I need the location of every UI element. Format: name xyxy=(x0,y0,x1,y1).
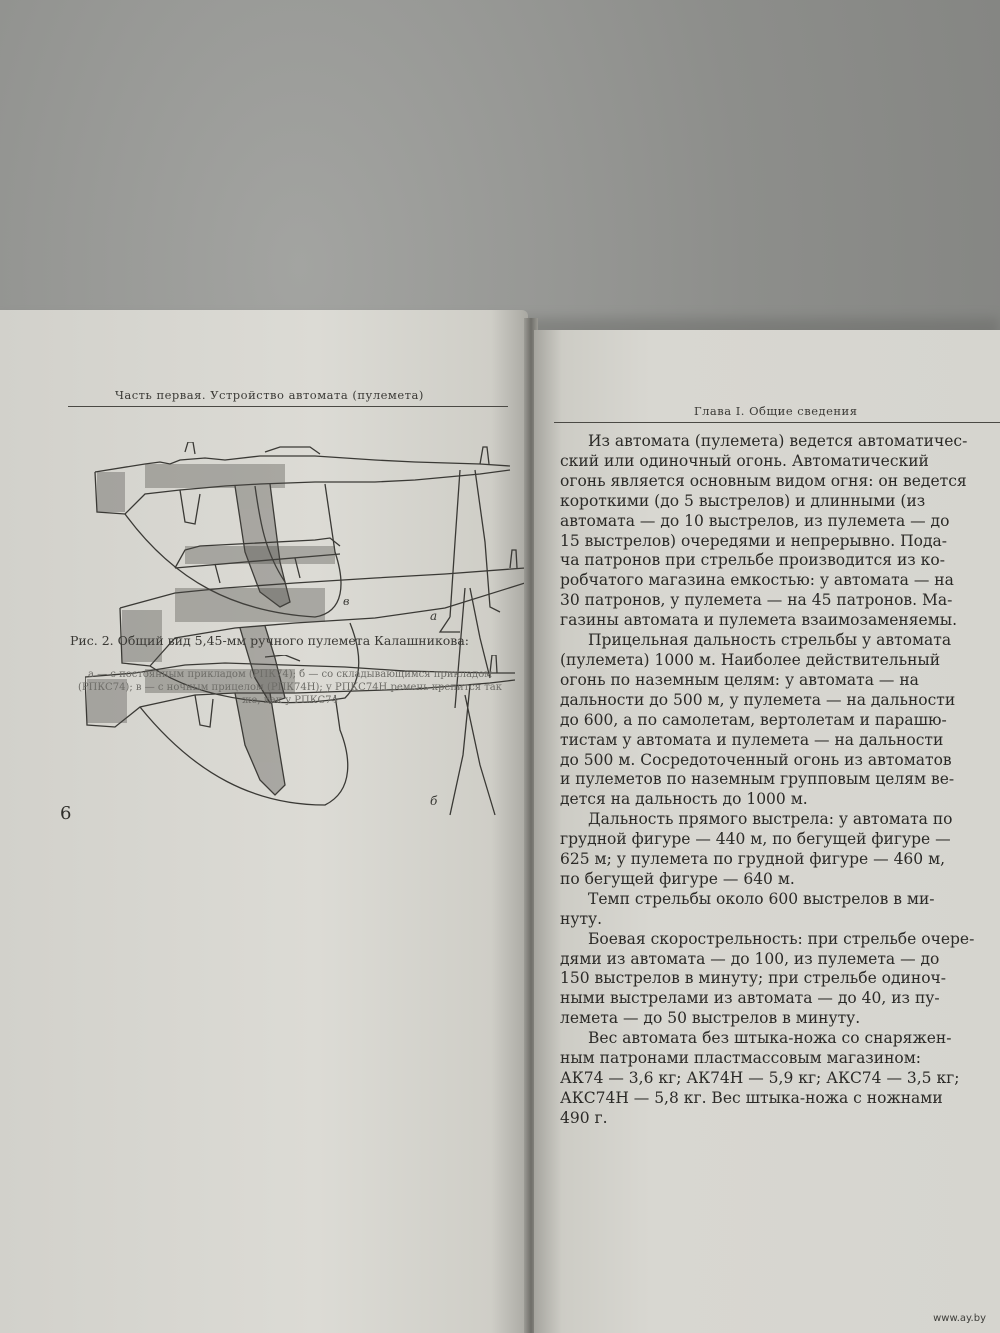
text-line: по бегущей фигуре — 640 м. xyxy=(560,869,795,888)
text-line: Боевая скорострельность: при стрельбе очере- xyxy=(588,929,975,948)
text-line: Прицельная дальность стрельбы у автомата xyxy=(588,631,952,650)
figure-legend: а — с постоянным прикладом (РПК74); б — со складывающимся прикладом (РПКС74); в — с ночным прицелом (РПК74Н); у РПКС74Н ремень крепится так же, как у РПКС74 xyxy=(77,669,503,706)
text-line: дями из автомата — до 100, из пулемета — до xyxy=(560,949,940,968)
right-running-head: Глава I. Общие сведения xyxy=(694,404,858,418)
text-line: тистам у автомата и пулемета — на дальности xyxy=(560,730,944,749)
text-line: нуту. xyxy=(560,909,603,928)
text-line: до 500 м. Сосредоточенный огонь из автоматов xyxy=(560,750,952,769)
text-line: 490 г. xyxy=(560,1108,608,1127)
text-line: короткими (до 5 выстрелов) и длинными (из xyxy=(560,491,926,510)
right-head-rule xyxy=(554,422,1000,423)
text-line: до 600, а по самолетам, вертолетам и парашю- xyxy=(560,710,947,729)
text-line: АК74 — 3,6 кг; АК74Н — 5,9 кг; АКС74 — 3,5 кг; xyxy=(560,1069,960,1087)
text-line: дальности до 500 м, у пулемета — на дальности xyxy=(560,690,956,709)
text-line: АКС74Н — 5,8 кг. Вес штыка-ножа с ножнами xyxy=(560,1088,943,1107)
page-number: 6 xyxy=(60,803,72,824)
text-line: огонь является основным видом огня: он ведется xyxy=(560,471,967,490)
text-line: (пулемета) 1000 м. Наиболее действительный xyxy=(560,650,941,669)
figure-label-a: а xyxy=(430,609,438,623)
text-line: автомата — до 10 выстрелов, из пулемета — до xyxy=(560,511,950,530)
figure-label-v: в xyxy=(343,595,350,608)
text-line: 150 выстрелов в минуту; при стрельбе одиноч- xyxy=(560,969,947,988)
text-line: огонь по наземным целям: у автомата — на xyxy=(560,670,919,689)
text-line: и пулеметов по наземным групповым целям ве- xyxy=(560,770,955,789)
text-line: Вес автомата без штыка-ножа со снаряжен- xyxy=(588,1029,952,1048)
text-line: ский или одиночный огонь. Автоматический xyxy=(560,451,929,470)
text-line: грудной фигуре — 440 м, по бегущей фигуре — xyxy=(560,830,951,849)
body-text xyxy=(560,432,1000,1129)
figure-caption: Рис. 2. Общий вид 5,45-мм ручного пулемета Калашникова: xyxy=(70,633,469,648)
text-line: Из автомата (пулемета) ведется автоматичес- xyxy=(588,432,968,450)
text-line: Темп стрельбы около 600 выстрелов в ми- xyxy=(588,889,935,908)
text-line: робчатого магазина емкостью: у автомата — на xyxy=(560,571,954,590)
text-line: дется на дальность до 1000 м. xyxy=(560,790,808,809)
text-line: лемета — до 50 выстрелов в минуту. xyxy=(560,1009,861,1028)
left-running-head: Часть первая. Устройство автомата (пулемета) xyxy=(115,388,424,402)
text-line: ными выстрелами из автомата — до 40, из пу- xyxy=(560,989,940,1008)
text-line: 15 выстрелов) очередями и непрерывно. Пода- xyxy=(560,531,947,550)
text-line: ным патронами пластмассовым магазином: xyxy=(560,1049,922,1068)
figure-label-b: б xyxy=(430,794,438,808)
text-line: Дальность прямого выстрела: у автомата по xyxy=(588,810,953,829)
text-line: 625 м; у пулемета по грудной фигуре — 460 м, xyxy=(560,850,946,869)
text-line: 30 патронов, у пулемета — на 45 патронов. Ма- xyxy=(560,591,953,610)
text-line: газины автомата и пулемета взаимозаменяемы. xyxy=(560,611,958,630)
watermark: www.ay.by xyxy=(933,1313,986,1324)
left-head-rule xyxy=(68,406,508,407)
text-line: ча патронов при стрельбе производится из ко- xyxy=(560,551,945,570)
left-page xyxy=(0,310,528,1333)
